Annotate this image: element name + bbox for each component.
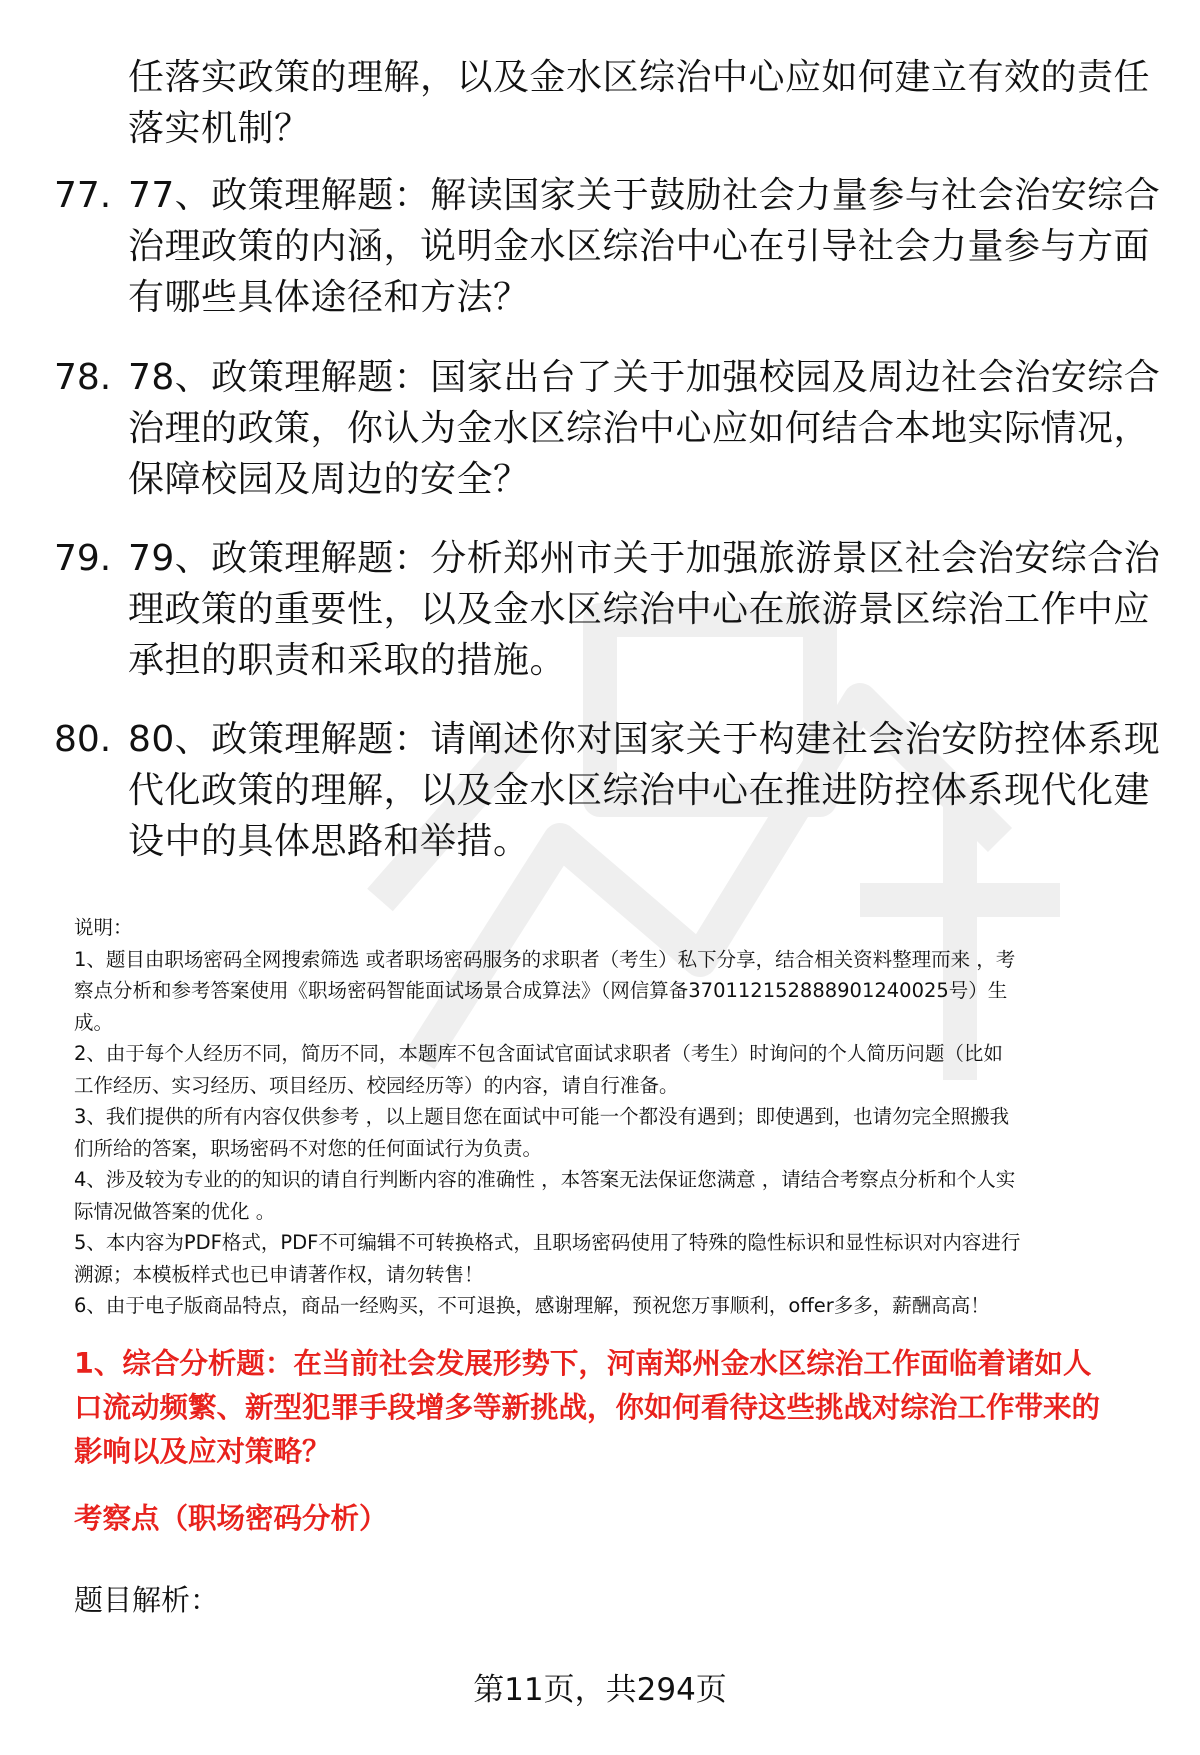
notes-line: 2、由于每个人经历不同，简历不同，本题库不包含面试官面试求职者（考生）时询问的个人简历问题（比如: [74, 1042, 1003, 1065]
question-text: 任落实政策的理解，以及金水区综治中心应如何建立有效的责任 落实机制？: [128, 57, 1151, 149]
question-text: 78、政策理解题：国家出台了关于加强校园及周边社会治安综合 治理的政策，你认为金水区综治中心应如何结合本地实际情况， 保障校园及周边的安全？: [128, 357, 1161, 500]
question-text: 80、政策理解题：请阐述你对国家关于构建社会治安防控体系现 代化政策的理解，以及金水区综治中心在推进防控体系现代化建 设中的具体思路和举措。: [128, 719, 1161, 862]
notes-line: 6、由于电子版商品特点，商品一经购买，不可退换，感谢理解，预祝您万事顺利，offer多多，薪酬高高！: [74, 1294, 990, 1317]
notes-line: 5、本内容为PDF格式，PDF不可编辑不可转换格式，且职场密码使用了特殊的隐性标识和显性标识对内容进行: [74, 1231, 1021, 1254]
question-number: 77.: [54, 175, 112, 216]
notes-line: 1、题目由职场密码全网搜索筛选 或者职场密码服务的求职者（考生）私下分享，结合相关资料整理而来 ，考: [74, 947, 1016, 971]
notes-line: 成。: [74, 1010, 114, 1034]
analysis-label: 题目解析：: [74, 1583, 220, 1617]
notes-line: 察点分析和参考答案使用《职场密码智能面试场景合成算法》（网信算备370112152888901240025号）生: [74, 979, 1008, 1002]
notes-section: [74, 912, 1154, 1322]
notes-line: 4、涉及较为专业的的知识的请自行判断内容的准确性 ，本答案无法保证您满意 ，请结合考察点分析和个人实: [74, 1168, 1016, 1191]
notes-line: 们所给的答案，职场密码不对您的任何面试行为负责。: [74, 1136, 543, 1160]
exam-point-heading: 考察点（职场密码分析）: [74, 1502, 388, 1535]
page-footer: 第11页，共294页: [473, 1672, 727, 1708]
notes-line: 3、我们提供的所有内容仅供参考 ，以上题目您在面试中可能一个都没有遇到；即使遇到，也请勿完全照搬我: [74, 1105, 1010, 1128]
question-text: 79、政策理解题：分析郑州市关于加强旅游景区社会治安综合治 理政策的重要性，以及金水区综治中心在旅游景区综治工作中应 承担的职责和采取的措施。: [128, 538, 1161, 681]
notes-line: 溯源；本模板样式也已申请著作权，请勿转售！: [74, 1262, 484, 1286]
highlighted-question: 1、综合分析题：在当前社会发展形势下，河南郑州金水区综治工作面临着诸如人 口流动频繁、新型犯罪手段增多等新挑战，你如何看待这些挑战对综治工作带来的 影响以及应对策略？: [74, 1347, 1101, 1468]
notes-line: 工作经历、实习经历、项目经历、校园经历等）的内容，请自行准备。: [74, 1073, 679, 1097]
question-text: 77、政策理解题：解读国家关于鼓励社会力量参与社会治安综合 治理政策的内涵，说明金水区综治中心在引导社会力量参与方面 有哪些具体途径和方法？: [128, 175, 1161, 318]
notes-line: 际情况做答案的优化 。: [74, 1199, 276, 1223]
question-number: 80.: [54, 719, 112, 760]
notes-title: 说明：: [74, 916, 133, 939]
question-number: 78.: [54, 357, 112, 398]
question-number: 79.: [54, 538, 112, 579]
